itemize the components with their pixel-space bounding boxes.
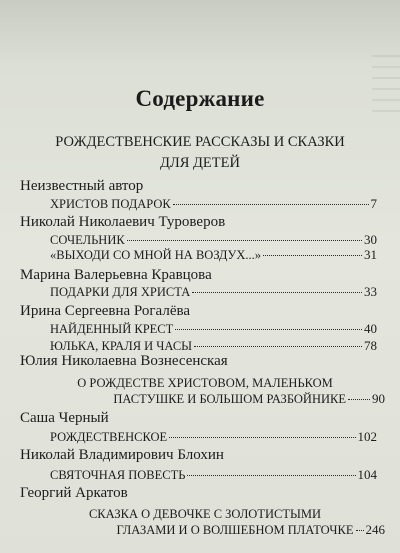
entry-title: «ВЫХОДИ СО МНОЙ НА ВОЗДУХ...»	[50, 248, 261, 262]
entry-title: ЮЛЬКА, КРАЛЯ И ЧАСЫ	[50, 339, 193, 353]
author-name: Неизвестный автор	[20, 178, 144, 194]
entry-title: СОЧЕЛЬНИК	[50, 233, 125, 247]
author-name: Марина Валерьевна Кравцова	[20, 267, 212, 283]
section-heading-line-2: ДЛЯ ДЕТЕЙ	[160, 155, 240, 171]
leader-dots	[356, 530, 364, 531]
section-heading-line-1: РОЖДЕСТВЕНСКИЕ РАССКАЗЫ И СКАЗКИ	[55, 134, 345, 150]
page-number: 246	[365, 522, 385, 537]
entry-title: ХРИСТОВ ПОДАРОК	[50, 197, 171, 211]
author-name: Николай Владимирович Блохин	[20, 447, 224, 463]
leader-dots	[263, 255, 362, 256]
author-name: Саша Черный	[20, 410, 109, 426]
page-number: 104	[357, 467, 377, 482]
toc-entry[interactable]	[50, 196, 377, 214]
toc-entry[interactable]	[40, 522, 385, 540]
toc-entry[interactable]	[50, 321, 377, 339]
leader-dots	[169, 437, 355, 438]
leader-dots	[127, 240, 362, 241]
page-number: 40	[364, 321, 377, 336]
entry-title-line-1[interactable]: О РОЖДЕСТВЕ ХРИСТОВОМ, МАЛЕНЬКОМ	[77, 376, 333, 390]
page-number: 90	[372, 391, 385, 406]
entry-title: СВЯТОЧНАЯ ПОВЕСТЬ	[50, 468, 186, 482]
leader-dots	[192, 292, 362, 293]
toc-entry[interactable]	[50, 247, 377, 265]
page-number: 33	[364, 284, 377, 299]
author-name: Юлия Николаевна Вознесенская	[20, 353, 228, 369]
toc-entry[interactable]	[50, 284, 377, 302]
author-name: Георгий Аркатов	[20, 485, 128, 501]
leader-dots	[173, 204, 369, 205]
leader-dots	[175, 329, 362, 330]
leader-dots	[187, 475, 355, 476]
author-name: Ирина Сергеевна Рогалёва	[20, 303, 191, 319]
page-number: 31	[364, 247, 377, 262]
page-number: 78	[364, 338, 377, 353]
page-number: 102	[357, 429, 377, 444]
page-title: Содержание	[135, 86, 265, 111]
page-number: 7	[370, 196, 377, 211]
toc-entry[interactable]	[50, 429, 377, 447]
author-name: Николай Николаевич Туроверов	[20, 214, 226, 230]
entry-title: НАЙДЕННЫЙ КРЕСТ	[50, 322, 174, 336]
entry-title: РОЖДЕСТВЕНСКОЕ	[50, 430, 168, 444]
entry-title-line-2: ПАСТУШКЕ И БОЛЬШОМ РАЗБОЙНИКЕ	[113, 392, 346, 406]
entry-title-line-1[interactable]: СКАЗКА О ДЕВОЧКЕ С ЗОЛОТИСТЫМИ	[88, 507, 322, 521]
bleed-through-text	[150, 8, 380, 18]
entry-title-line-2: ГЛАЗАМИ И О ВОЛШЕБНОМ ПЛАТОЧКЕ	[116, 523, 354, 537]
toc-entry[interactable]	[40, 391, 385, 409]
leader-dots	[348, 399, 370, 400]
page-number: 30	[364, 232, 377, 247]
entry-title: ПОДАРКИ ДЛЯ ХРИСТА	[50, 285, 191, 299]
leader-dots	[194, 346, 362, 347]
toc-entry[interactable]	[50, 467, 377, 485]
